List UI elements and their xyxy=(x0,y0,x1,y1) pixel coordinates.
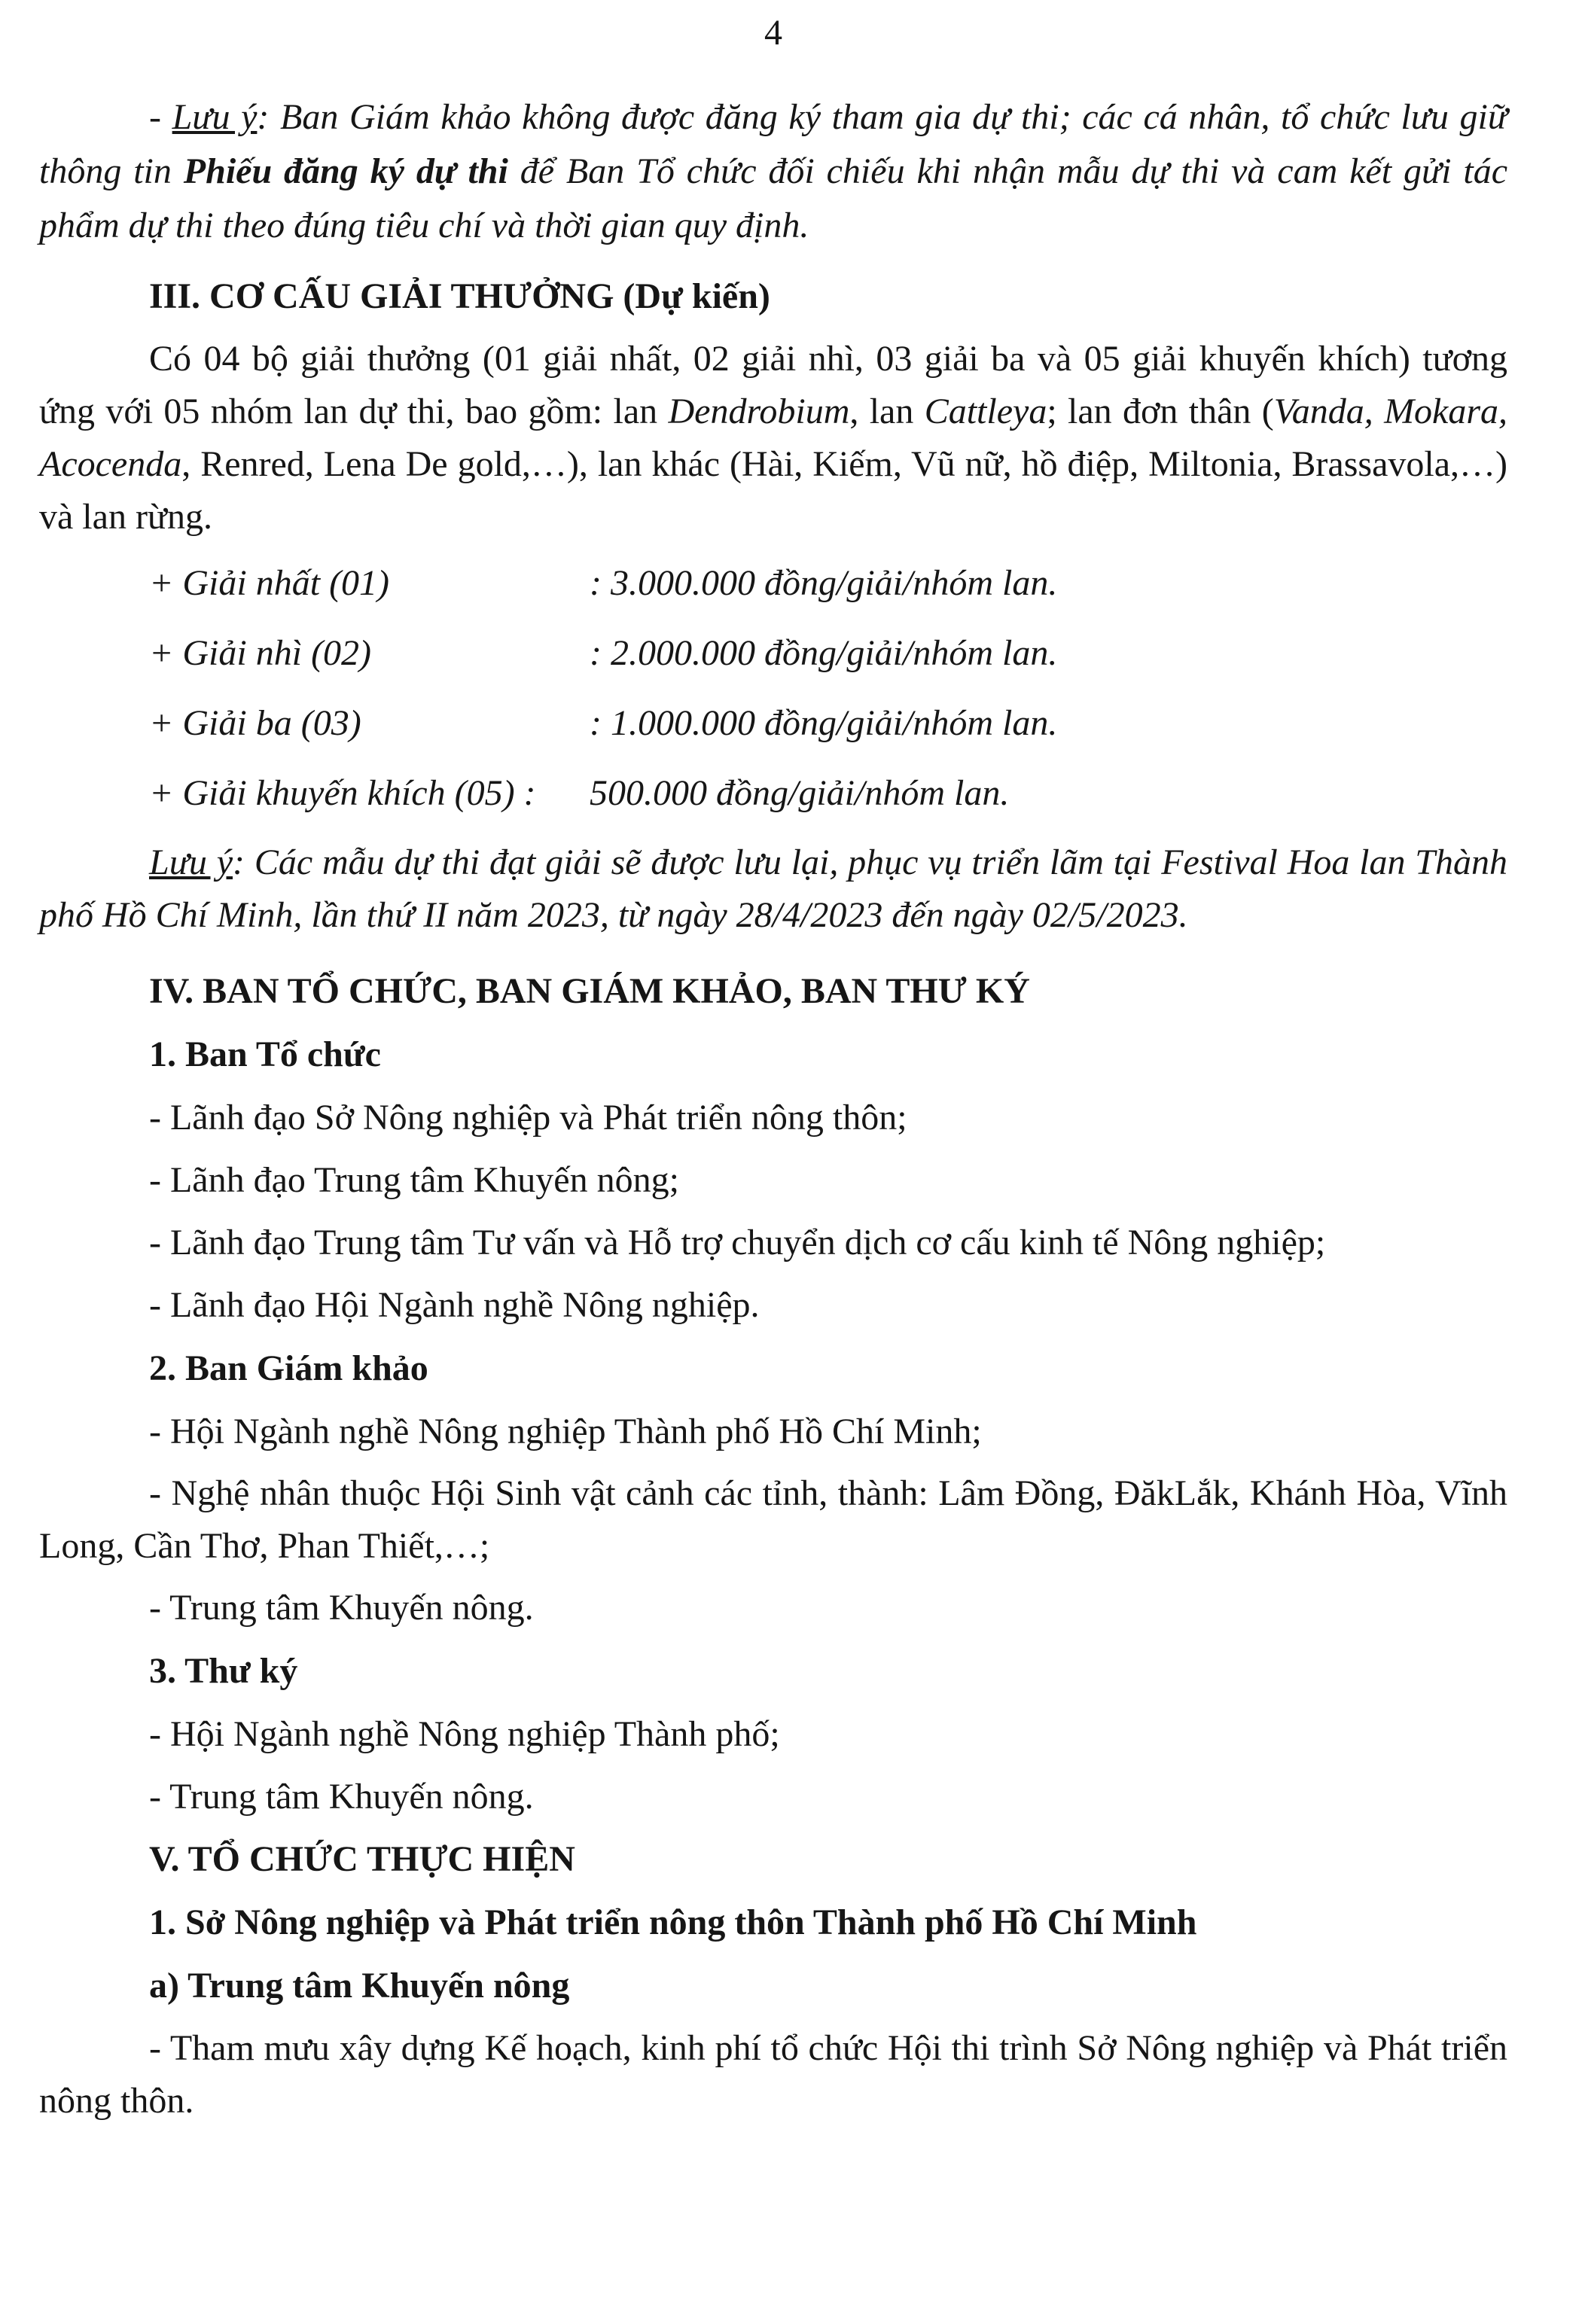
list-item: - Trung tâm Khuyến nông. xyxy=(149,1777,534,1817)
prize-value: 500.000 đồng/giải/nhóm lan. xyxy=(590,773,1010,813)
list-item: - Lãnh đạo Trung tâm Tư vấn và Hỗ trợ chuyển dịch cơ cấu kinh tế Nông nghiệp; xyxy=(149,1223,1326,1263)
extension-center-title: a) Trung tâm Khuyến nông xyxy=(149,1966,570,2006)
jury-title: 2. Ban Giám khảo xyxy=(149,1348,428,1388)
prize-row xyxy=(39,696,1507,751)
prize-label: + Giải nhất (01) xyxy=(149,563,390,603)
list-item: - Tham mưu xây dựng Kế hoạch, kinh phí tổ chức Hội thi trình Sở Nông nghiệp và Phát triển nông thôn. xyxy=(39,2028,1507,2121)
prize-label: + Giải ba (03) xyxy=(149,703,361,743)
list-item: - Nghệ nhân thuộc Hội Sinh vật cảnh các tỉnh, thành: Lâm Đồng, ĐăkLắk, Khánh Hòa, Vĩnh Long, Cần Thơ, Phan Thiết,…; xyxy=(39,1473,1507,1566)
document-body xyxy=(39,90,1507,2136)
note-exhibition: Lưu ý: Các mẫu dự thi đạt giải sẽ được lưu lại, phục vụ triển lãm tại Festival Hoa lan Thành phố Hồ Chí Minh, lần thứ II năm 2023, từ ngày 28/4/2023 đến ngày 02/5/2023. xyxy=(39,842,1507,935)
prize-label: + Giải khuyến khích (05) : xyxy=(149,773,536,813)
prize-row xyxy=(39,556,1507,611)
list-item: - Lãnh đạo Sở Nông nghiệp và Phát triển nông thôn; xyxy=(149,1098,907,1138)
page-number: 4 xyxy=(764,13,782,53)
note-label: Lưu ý xyxy=(149,842,233,882)
list-item: - Lãnh đạo Trung tâm Khuyến nông; xyxy=(149,1160,679,1200)
section-4-heading: IV. BAN TỔ CHỨC, BAN GIÁM KHẢO, BAN THƯ KÝ xyxy=(149,971,1030,1011)
prize-structure-paragraph: Có 04 bộ giải thưởng (01 giải nhất, 02 giải nhì, 03 giải ba và 05 giải khuyến khích) tương ứng với 05 nhóm lan dự thi, bao gồm: lan Dendrobium, lan Cattleya; lan đơn thân (Vanda, Mokara, Acocenda, Renred, Lena De gold,…), lan khác (Hài, Kiếm, Vũ nữ, hồ điệp, Miltonia, Brassavola,…) và lan rừng. xyxy=(39,339,1508,537)
list-item: - Hội Ngành nghề Nông nghiệp Thành phố; xyxy=(149,1714,780,1754)
section-5-heading: V. TỔ CHỨC THỰC HIỆN xyxy=(149,1839,575,1879)
organizing-committee-title: 1. Ban Tổ chức xyxy=(149,1034,381,1074)
prize-value: : 1.000.000 đồng/giải/nhóm lan. xyxy=(590,703,1058,743)
prize-row xyxy=(39,766,1507,821)
section-3-heading: III. CƠ CẤU GIẢI THƯỞNG (Dự kiến) xyxy=(149,276,770,316)
prize-value: : 3.000.000 đồng/giải/nhóm lan. xyxy=(590,563,1058,603)
list-item: - Lãnh đạo Hội Ngành nghề Nông nghiệp. xyxy=(149,1285,760,1325)
document-page xyxy=(39,0,1507,2324)
list-item: - Hội Ngành nghề Nông nghiệp Thành phố Hồ Chí Minh; xyxy=(149,1412,982,1451)
prize-value: : 2.000.000 đồng/giải/nhóm lan. xyxy=(590,633,1058,673)
note-registration: - Lưu ý: Ban Giám khảo không được đăng ký tham gia dự thi; các cá nhân, tổ chức lưu giữ thông tin Phiếu đăng ký dự thi để Ban Tổ chức đối chiếu khi nhận mẫu dự thi và cam kết gửi tác phẩm dự thi theo đúng tiêu chí và thời gian quy định. xyxy=(39,97,1508,245)
secretary-title: 3. Thư ký xyxy=(149,1651,298,1691)
registration-form-name: Phiếu đăng ký dự thi xyxy=(183,151,508,191)
prize-row xyxy=(39,626,1507,681)
prize-label: + Giải nhì (02) xyxy=(149,633,372,673)
list-item: - Trung tâm Khuyến nông. xyxy=(149,1588,534,1628)
note-label: Lưu ý xyxy=(172,97,258,137)
department-title: 1. Sở Nông nghiệp và Phát triển nông thôn Thành phố Hồ Chí Minh xyxy=(149,1902,1197,1942)
